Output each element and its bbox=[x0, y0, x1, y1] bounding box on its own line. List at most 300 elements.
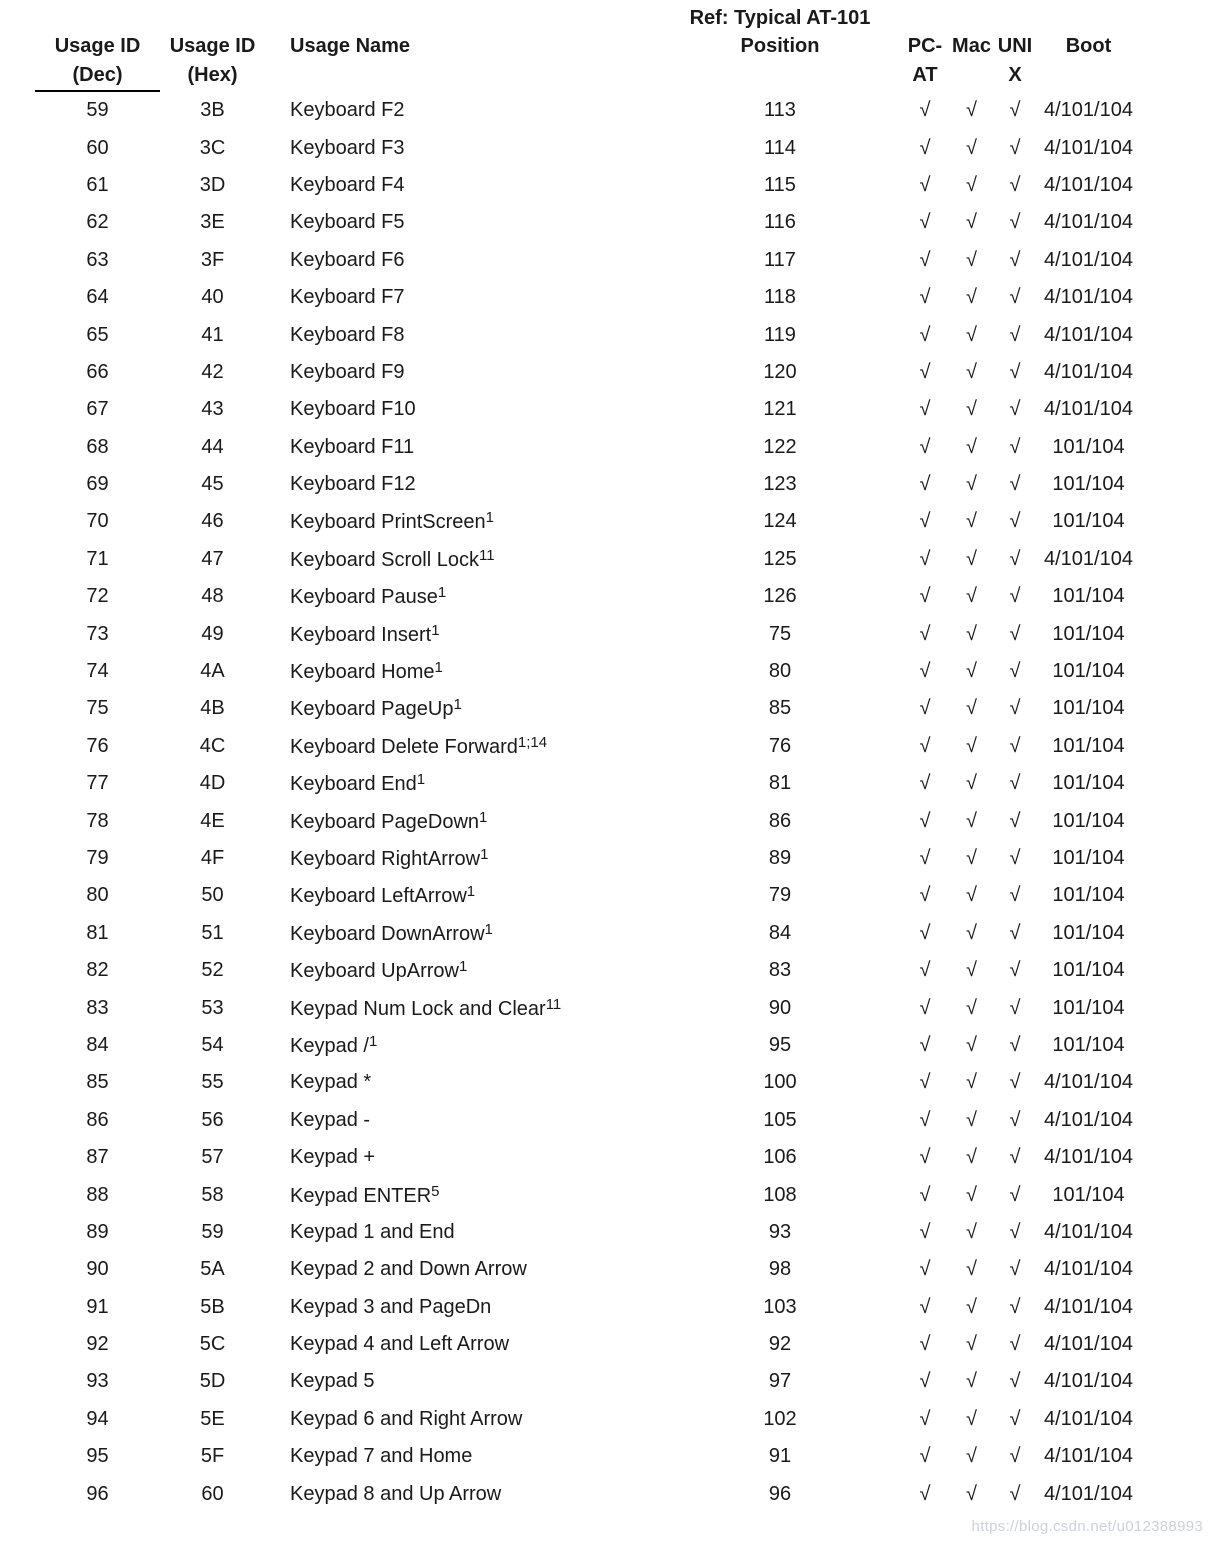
usage-name-text: Keyboard F12 bbox=[290, 473, 416, 496]
cell-mac-check: √ bbox=[966, 1071, 977, 1094]
cell-mac-check: √ bbox=[966, 921, 977, 944]
cell-mac-check: √ bbox=[966, 173, 977, 196]
cell-boot: 101/104 bbox=[1052, 847, 1125, 869]
cell-hex: 47 bbox=[201, 547, 224, 570]
cell-pcat-check: √ bbox=[919, 136, 931, 159]
cell-mac-check: √ bbox=[966, 323, 977, 346]
cell-dec: 63 bbox=[86, 248, 109, 271]
cell-pcat-check: √ bbox=[919, 173, 931, 196]
usage-name-text: Keyboard DownArrow bbox=[290, 922, 485, 945]
cell-boot: 101/104 bbox=[1052, 697, 1125, 720]
cell-pcat-check: √ bbox=[919, 435, 931, 458]
cell-boot: 4/101/104 bbox=[1044, 1108, 1133, 1131]
table-row bbox=[35, 503, 1140, 540]
cell-pcat-check: √ bbox=[919, 1445, 931, 1468]
cell-pcat-check: √ bbox=[919, 1220, 931, 1243]
cell-usage-name bbox=[265, 1326, 660, 1363]
cell-usage-name bbox=[265, 1176, 660, 1213]
usage-name-superscript: 1 bbox=[431, 621, 440, 639]
cell-boot: 4/101/104 bbox=[1044, 248, 1133, 271]
cell-boot: 4/101/104 bbox=[1044, 360, 1133, 383]
usage-name-text: Keypad ENTER bbox=[290, 1184, 432, 1207]
table-row bbox=[35, 129, 1140, 166]
table-row bbox=[35, 1176, 1140, 1213]
cell-dec: 78 bbox=[86, 809, 109, 832]
cell-dec: 95 bbox=[86, 1445, 109, 1468]
cell-pcat-check: √ bbox=[919, 98, 931, 121]
cell-dec: 96 bbox=[86, 1482, 109, 1505]
cell-pcat-check: √ bbox=[919, 1108, 931, 1131]
cell-hex: 5A bbox=[200, 1258, 225, 1281]
cell-position: 122 bbox=[763, 435, 797, 458]
cell-unix-check: √ bbox=[1009, 173, 1021, 196]
usage-name-superscript: 1 bbox=[480, 846, 489, 863]
cell-usage-name bbox=[265, 578, 660, 615]
cell-pcat-check: √ bbox=[919, 1183, 931, 1206]
cell-position: 116 bbox=[764, 211, 796, 234]
cell-unix-check: √ bbox=[1009, 1370, 1021, 1393]
usage-name-superscript: 11 bbox=[478, 546, 495, 564]
cell-hex: 52 bbox=[201, 959, 224, 982]
table-row bbox=[35, 690, 1140, 727]
usage-name-text: Keypad - bbox=[290, 1108, 371, 1131]
cell-pcat-check: √ bbox=[919, 473, 931, 496]
usage-name-superscript: 1 bbox=[416, 771, 426, 789]
cell-pcat-check: √ bbox=[919, 510, 931, 533]
cell-mac-check: √ bbox=[966, 547, 977, 570]
cell-mac-check: √ bbox=[966, 1220, 977, 1243]
usage-name-text: Keyboard F10 bbox=[290, 398, 416, 421]
cell-mac-check: √ bbox=[966, 585, 977, 608]
usage-name-text: Keyboard F8 bbox=[290, 323, 405, 346]
cell-unix-check: √ bbox=[1009, 211, 1021, 234]
header-usage-name: Usage Name bbox=[290, 35, 411, 57]
cell-hex: 4D bbox=[199, 772, 226, 795]
cell-hex: 3E bbox=[200, 211, 225, 234]
cell-hex: 60 bbox=[201, 1482, 224, 1505]
cell-mac-check: √ bbox=[966, 884, 977, 907]
cell-position: 105 bbox=[763, 1108, 797, 1131]
table-row bbox=[35, 1475, 1140, 1512]
cell-position: 92 bbox=[768, 1333, 792, 1356]
cell-boot: 101/104 bbox=[1052, 510, 1125, 533]
cell-unix-check: √ bbox=[1009, 1071, 1021, 1094]
cell-hex: 5C bbox=[199, 1333, 226, 1356]
usage-name-text: Keyboard Delete Forward bbox=[290, 735, 518, 758]
header-pc-at: PC- AT bbox=[907, 35, 943, 86]
cell-boot: 4/101/104 bbox=[1044, 1295, 1133, 1318]
cell-boot: 101/104 bbox=[1052, 959, 1125, 982]
cell-usage-name bbox=[265, 765, 660, 802]
cell-pcat-check: √ bbox=[919, 734, 931, 757]
table-row bbox=[35, 1064, 1140, 1101]
table-row bbox=[35, 1027, 1140, 1064]
usage-name-superscript: 1 bbox=[368, 1032, 378, 1050]
cell-unix-check: √ bbox=[1009, 585, 1021, 608]
usage-name-text: Keypad + bbox=[290, 1146, 376, 1169]
cell-unix-check: √ bbox=[1009, 1033, 1021, 1056]
cell-unix-check: √ bbox=[1009, 884, 1021, 907]
cell-hex: 42 bbox=[201, 360, 224, 383]
cell-mac-check: √ bbox=[966, 1370, 977, 1393]
cell-pcat-check: √ bbox=[919, 211, 931, 234]
cell-boot: 4/101/104 bbox=[1044, 286, 1133, 309]
cell-mac-check: √ bbox=[966, 398, 977, 421]
cell-pcat-check: √ bbox=[919, 547, 931, 570]
cell-usage-name bbox=[265, 242, 660, 279]
cell-hex: 5E bbox=[200, 1407, 225, 1430]
cell-pcat-check: √ bbox=[919, 1407, 931, 1430]
cell-mac-check: √ bbox=[966, 1333, 977, 1356]
cell-usage-name bbox=[265, 840, 660, 877]
cell-unix-check: √ bbox=[1009, 510, 1021, 533]
cell-pcat-check: √ bbox=[919, 1482, 931, 1505]
usage-name-text: Keyboard F5 bbox=[290, 211, 405, 234]
cell-usage-name bbox=[265, 1438, 660, 1475]
cell-position: 93 bbox=[768, 1220, 792, 1243]
cell-mac-check: √ bbox=[966, 360, 977, 383]
cell-dec: 66 bbox=[86, 360, 109, 383]
usage-name-text: Keypad 8 and Up Arrow bbox=[290, 1482, 502, 1505]
cell-dec: 88 bbox=[86, 1183, 109, 1206]
cell-position: 121 bbox=[763, 398, 797, 421]
cell-dec: 68 bbox=[86, 435, 109, 458]
cell-position: 125 bbox=[763, 547, 797, 570]
cell-usage-name bbox=[265, 877, 660, 914]
cell-unix-check: √ bbox=[1009, 398, 1021, 421]
table-row bbox=[35, 728, 1140, 765]
cell-position: 123 bbox=[763, 473, 797, 496]
cell-pcat-check: √ bbox=[919, 585, 931, 608]
cell-usage-name bbox=[265, 690, 660, 727]
usage-name-text: Keyboard Insert bbox=[290, 623, 432, 646]
cell-mac-check: √ bbox=[966, 1295, 977, 1318]
cell-unix-check: √ bbox=[1009, 1108, 1021, 1131]
cell-position: 120 bbox=[763, 360, 797, 383]
usage-name-text: Keypad 4 and Left Arrow bbox=[290, 1333, 510, 1356]
table-row bbox=[35, 877, 1140, 914]
cell-pcat-check: √ bbox=[919, 884, 931, 907]
cell-position: 83 bbox=[768, 959, 792, 982]
cell-boot: 4/101/104 bbox=[1044, 173, 1133, 196]
usage-name-text: Keyboard UpArrow bbox=[290, 960, 459, 983]
table-row bbox=[35, 1326, 1140, 1363]
cell-dec: 81 bbox=[86, 921, 109, 944]
usage-name-text: Keypad 5 bbox=[290, 1370, 375, 1393]
cell-usage-name bbox=[265, 989, 660, 1026]
cell-mac-check: √ bbox=[966, 697, 977, 720]
cell-boot: 101/104 bbox=[1052, 996, 1125, 1019]
cell-hex: 4E bbox=[200, 809, 225, 832]
cell-boot: 101/104 bbox=[1052, 622, 1125, 645]
usage-name-text: Keyboard F6 bbox=[290, 248, 405, 271]
cell-unix-check: √ bbox=[1009, 660, 1021, 683]
cell-hex: 44 bbox=[201, 435, 224, 458]
cell-unix-check: √ bbox=[1009, 98, 1021, 121]
cell-usage-name bbox=[265, 167, 660, 204]
csdn-watermark: https://blog.csdn.net/u012388993 bbox=[971, 1518, 1203, 1535]
cell-boot: 101/104 bbox=[1052, 473, 1125, 496]
cell-hex: 4C bbox=[199, 734, 226, 757]
cell-mac-check: √ bbox=[966, 510, 977, 533]
cell-pcat-check: √ bbox=[919, 286, 931, 309]
cell-mac-check: √ bbox=[966, 622, 977, 645]
cell-position: 119 bbox=[764, 323, 796, 346]
cell-usage-name bbox=[265, 1102, 660, 1139]
cell-position: 126 bbox=[763, 585, 797, 608]
cell-dec: 70 bbox=[86, 510, 109, 533]
usage-name-text: Keypad 3 and PageDn bbox=[290, 1295, 492, 1318]
cell-position: 124 bbox=[763, 510, 797, 533]
cell-usage-name bbox=[265, 541, 660, 578]
cell-hex: 40 bbox=[201, 286, 224, 309]
cell-mac-check: √ bbox=[966, 1033, 977, 1056]
cell-unix-check: √ bbox=[1009, 286, 1021, 309]
usage-name-superscript: 1 bbox=[453, 696, 462, 714]
cell-boot: 101/104 bbox=[1052, 809, 1125, 832]
cell-dec: 64 bbox=[86, 286, 109, 309]
cell-hex: 43 bbox=[201, 398, 224, 421]
keyboard-usage-table bbox=[35, 4, 1140, 1513]
usage-name-text: Keyboard RightArrow bbox=[290, 848, 481, 870]
cell-hex: 57 bbox=[201, 1146, 224, 1169]
table-row bbox=[35, 915, 1140, 952]
cell-usage-name bbox=[265, 1363, 660, 1400]
cell-unix-check: √ bbox=[1009, 996, 1021, 1019]
cell-hex: 5B bbox=[200, 1295, 225, 1318]
cell-dec: 89 bbox=[86, 1220, 109, 1243]
cell-mac-check: √ bbox=[966, 136, 977, 159]
cell-mac-check: √ bbox=[966, 435, 977, 458]
cell-usage-name bbox=[265, 1139, 660, 1176]
cell-mac-check: √ bbox=[966, 1108, 977, 1131]
table-row bbox=[35, 1214, 1140, 1251]
usage-name-superscript: 5 bbox=[431, 1182, 440, 1200]
usage-name-text: Keyboard PageDown bbox=[290, 810, 480, 833]
cell-unix-check: √ bbox=[1009, 734, 1021, 757]
usage-name-superscript: 1 bbox=[466, 883, 476, 901]
cell-pcat-check: √ bbox=[919, 772, 931, 795]
cell-unix-check: √ bbox=[1009, 622, 1021, 645]
cell-position: 117 bbox=[764, 248, 796, 271]
header-position: Position bbox=[740, 35, 820, 57]
cell-pcat-check: √ bbox=[919, 959, 931, 982]
table-row bbox=[35, 279, 1140, 316]
cell-usage-name bbox=[265, 1251, 660, 1288]
cell-mac-check: √ bbox=[966, 1146, 977, 1169]
cell-dec: 62 bbox=[86, 211, 109, 234]
cell-mac-check: √ bbox=[966, 211, 977, 234]
cell-boot: 4/101/104 bbox=[1044, 211, 1133, 234]
cell-dec: 93 bbox=[86, 1370, 109, 1393]
cell-mac-check: √ bbox=[966, 772, 977, 795]
cell-position: 114 bbox=[764, 136, 796, 159]
table-row bbox=[35, 391, 1140, 428]
cell-hex: 49 bbox=[201, 622, 224, 645]
cell-unix-check: √ bbox=[1009, 1333, 1021, 1356]
cell-position: 75 bbox=[768, 622, 792, 645]
cell-mac-check: √ bbox=[966, 1445, 977, 1468]
cell-usage-name bbox=[265, 1401, 660, 1438]
usage-name-text: Keyboard F3 bbox=[290, 136, 405, 159]
cell-boot: 4/101/104 bbox=[1044, 398, 1133, 421]
usage-name-text: Keyboard PageUp bbox=[290, 698, 454, 721]
cell-unix-check: √ bbox=[1009, 360, 1021, 383]
cell-hex: 56 bbox=[201, 1108, 224, 1131]
cell-hex: 41 bbox=[201, 323, 224, 346]
cell-hex: 59 bbox=[201, 1220, 224, 1243]
cell-hex: 4B bbox=[200, 697, 225, 720]
header-mac: Mac bbox=[952, 35, 991, 57]
usage-name-text: Keyboard F11 bbox=[290, 435, 415, 458]
usage-name-text: Keyboard F2 bbox=[290, 98, 405, 121]
cell-boot: 4/101/104 bbox=[1044, 1407, 1133, 1430]
cell-boot: 101/104 bbox=[1052, 921, 1125, 944]
cell-dec: 73 bbox=[86, 622, 109, 645]
cell-pcat-check: √ bbox=[919, 1033, 931, 1056]
usage-name-superscript: 1 bbox=[485, 509, 495, 527]
usage-name-text: Keypad 6 and Right Arrow bbox=[290, 1407, 523, 1430]
cell-usage-name bbox=[265, 728, 660, 765]
cell-mac-check: √ bbox=[966, 473, 977, 496]
table-row bbox=[35, 354, 1140, 391]
table-row bbox=[35, 1438, 1140, 1475]
table-row bbox=[35, 765, 1140, 802]
cell-boot: 4/101/104 bbox=[1044, 1071, 1133, 1094]
cell-hex: 45 bbox=[201, 473, 224, 496]
cell-hex: 58 bbox=[201, 1183, 224, 1206]
cell-unix-check: √ bbox=[1009, 1183, 1021, 1206]
usage-name-text: Keypad Num Lock and Clear bbox=[290, 997, 546, 1020]
cell-unix-check: √ bbox=[1009, 1407, 1021, 1430]
cell-pcat-check: √ bbox=[919, 1146, 931, 1169]
cell-dec: 74 bbox=[86, 660, 109, 683]
table-row bbox=[35, 204, 1140, 241]
cell-position: 90 bbox=[768, 996, 792, 1019]
table-row bbox=[35, 242, 1140, 279]
cell-unix-check: √ bbox=[1009, 959, 1021, 982]
cell-usage-name bbox=[265, 1289, 660, 1326]
cell-unix-check: √ bbox=[1009, 248, 1021, 271]
cell-usage-name bbox=[265, 354, 660, 391]
cell-dec: 76 bbox=[86, 734, 109, 757]
cell-usage-name bbox=[265, 615, 660, 652]
cell-dec: 79 bbox=[86, 847, 109, 869]
cell-boot: 101/104 bbox=[1052, 1033, 1125, 1056]
cell-unix-check: √ bbox=[1009, 323, 1021, 346]
cell-dec: 91 bbox=[86, 1295, 109, 1318]
cell-boot: 4/101/104 bbox=[1044, 1370, 1133, 1393]
usage-name-text: Keyboard F7 bbox=[290, 286, 405, 309]
cell-mac-check: √ bbox=[966, 98, 977, 121]
table-row bbox=[35, 578, 1140, 615]
cell-dec: 71 bbox=[86, 547, 109, 570]
cell-position: 81 bbox=[768, 772, 792, 795]
cell-dec: 80 bbox=[86, 884, 109, 907]
cell-pcat-check: √ bbox=[919, 847, 931, 869]
cell-hex: 54 bbox=[201, 1033, 224, 1056]
cell-usage-name bbox=[265, 952, 660, 989]
cell-mac-check: √ bbox=[966, 996, 977, 1019]
cell-mac-check: √ bbox=[966, 734, 977, 757]
cell-boot: 4/101/104 bbox=[1044, 1482, 1133, 1505]
cell-usage-name bbox=[265, 1027, 660, 1064]
cell-position: 76 bbox=[768, 734, 792, 757]
table-row bbox=[35, 840, 1140, 877]
cell-boot: 101/104 bbox=[1052, 435, 1125, 458]
cell-pcat-check: √ bbox=[919, 809, 931, 832]
cell-usage-name bbox=[265, 653, 660, 690]
header-usage-id-dec: Usage ID (Dec) bbox=[35, 32, 160, 91]
cell-mac-check: √ bbox=[966, 847, 977, 869]
cell-dec: 94 bbox=[86, 1407, 109, 1430]
cell-unix-check: √ bbox=[1009, 435, 1021, 458]
cell-hex: 5D bbox=[199, 1370, 226, 1393]
cell-pcat-check: √ bbox=[919, 921, 931, 944]
cell-mac-check: √ bbox=[966, 660, 977, 683]
cell-position: 91 bbox=[768, 1445, 792, 1468]
cell-unix-check: √ bbox=[1009, 136, 1021, 159]
cell-boot: 4/101/104 bbox=[1044, 1146, 1133, 1169]
table-row bbox=[35, 316, 1140, 353]
cell-position: 100 bbox=[763, 1071, 797, 1094]
usage-name-text: Keypad 7 and Home bbox=[290, 1445, 473, 1468]
cell-pcat-check: √ bbox=[919, 697, 931, 720]
cell-usage-name bbox=[265, 391, 660, 428]
cell-usage-name bbox=[265, 204, 660, 241]
cell-position: 98 bbox=[768, 1258, 792, 1281]
cell-dec: 60 bbox=[86, 136, 109, 159]
cell-hex: 51 bbox=[201, 921, 224, 944]
cell-position: 96 bbox=[768, 1482, 792, 1505]
usage-name-superscript: 1 bbox=[458, 958, 468, 976]
cell-position: 84 bbox=[768, 921, 792, 944]
cell-hex: 3B bbox=[200, 98, 225, 121]
cell-usage-name bbox=[265, 503, 660, 540]
cell-pcat-check: √ bbox=[919, 1295, 931, 1318]
usage-name-superscript: 1;14 bbox=[517, 733, 548, 751]
cell-mac-check: √ bbox=[966, 809, 977, 832]
cell-dec: 83 bbox=[86, 996, 109, 1019]
cell-hex: 3F bbox=[200, 248, 225, 271]
cell-usage-name bbox=[265, 129, 660, 166]
table-body bbox=[35, 91, 1140, 1513]
cell-hex: 53 bbox=[201, 996, 224, 1019]
usage-name-superscript: 1 bbox=[434, 659, 443, 677]
cell-usage-name bbox=[265, 279, 660, 316]
cell-boot: 4/101/104 bbox=[1044, 136, 1133, 159]
cell-dec: 92 bbox=[86, 1333, 109, 1356]
table-row bbox=[35, 429, 1140, 466]
cell-dec: 72 bbox=[86, 585, 109, 608]
cell-hex: 3D bbox=[199, 173, 226, 196]
cell-unix-check: √ bbox=[1009, 1295, 1021, 1318]
cell-pcat-check: √ bbox=[919, 996, 931, 1019]
cell-mac-check: √ bbox=[966, 959, 977, 982]
cell-pcat-check: √ bbox=[919, 1071, 931, 1094]
cell-boot: 4/101/104 bbox=[1044, 323, 1133, 346]
cell-position: 106 bbox=[763, 1146, 797, 1169]
header-boot: Boot bbox=[1065, 35, 1112, 57]
header-usage-id-hex: Usage ID (Hex) bbox=[169, 35, 256, 86]
usage-name-text: Keyboard End bbox=[290, 773, 417, 796]
cell-usage-name bbox=[265, 1214, 660, 1251]
cell-pcat-check: √ bbox=[919, 1333, 931, 1356]
table-row bbox=[35, 1401, 1140, 1438]
cell-dec: 84 bbox=[86, 1033, 109, 1056]
table-row bbox=[35, 653, 1140, 690]
cell-unix-check: √ bbox=[1009, 847, 1021, 869]
